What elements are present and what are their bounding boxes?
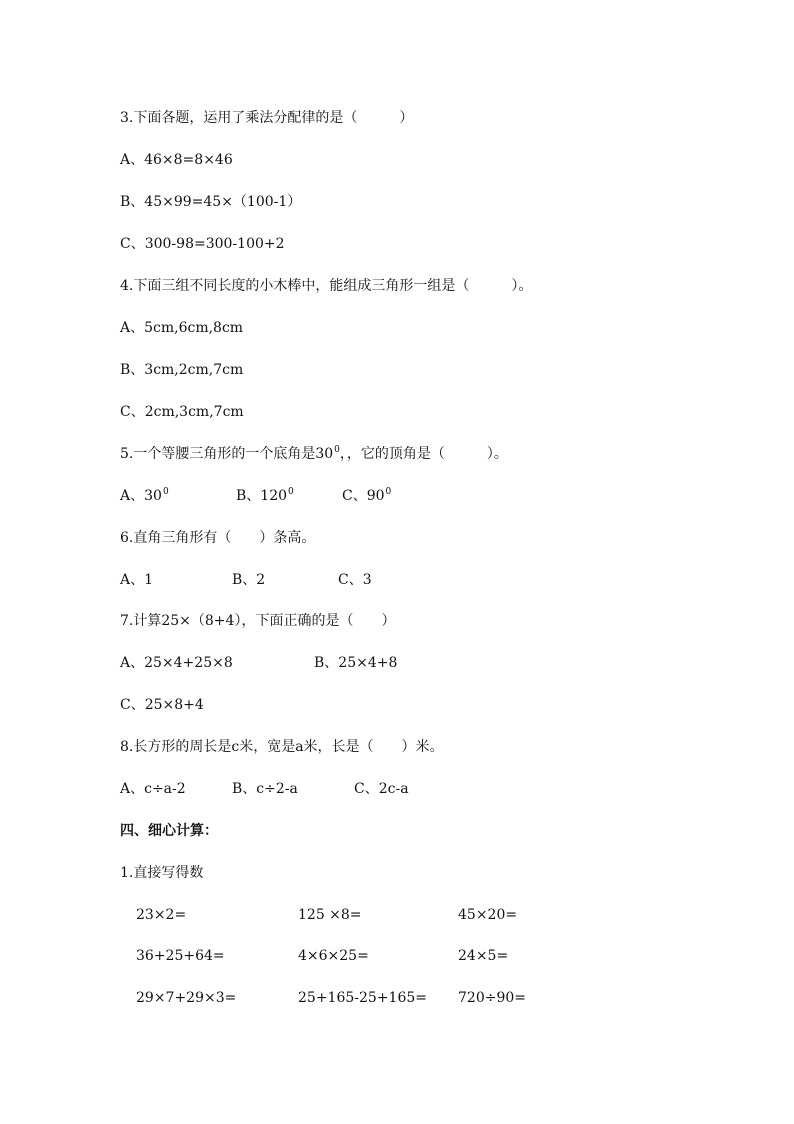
question-6-option-a: A、1 bbox=[120, 572, 154, 588]
question-3-option-c: C、300-98=300-100+2 bbox=[120, 236, 285, 252]
question-3-stem: 3.下面各题，运用了乘法分配律的是（ ） bbox=[120, 110, 414, 126]
question-3-option-b: B、45×99=45×（100-1） bbox=[120, 194, 302, 210]
calc-problem-3-2: 25+165-25+165= bbox=[298, 990, 427, 1006]
question-6-option-b: B、2 bbox=[232, 572, 266, 588]
question-7-stem: 7.计算25×（8+4），下面正确的是（ ） bbox=[120, 613, 396, 629]
calc-problem-3-1: 29×7+29×3= bbox=[136, 990, 237, 1006]
calc-problem-1-2: 125 ×8= bbox=[298, 907, 362, 923]
question-5-option-b-text: B、120 bbox=[236, 488, 288, 504]
calc-problem-2-1: 36+25+64= bbox=[136, 948, 225, 964]
question-4-option-c: C、2cm,3cm,7cm bbox=[120, 404, 244, 420]
question-4-stem: 4.下面三组不同长度的小木棒中，能组成三角形一组是（ ）。 bbox=[120, 278, 533, 294]
question-7-option-b: B、25×4+8 bbox=[314, 655, 398, 671]
question-8-option-c: C、2c-a bbox=[354, 781, 409, 797]
question-6-stem: 6.直角三角形有（ ）条高。 bbox=[120, 530, 316, 546]
question-5-option-a-text: A、30 bbox=[120, 488, 162, 504]
question-5-stem bbox=[120, 445, 508, 465]
section-4-heading: 四、细心计算： bbox=[120, 823, 218, 839]
question-3-option-a: A、46×8=8×46 bbox=[120, 152, 233, 168]
question-5-stem-rest: ，，它的顶角是（ ）。 bbox=[339, 446, 508, 462]
question-5-option-c-text: C、90 bbox=[342, 488, 385, 504]
question-5-option-a bbox=[120, 487, 169, 507]
calc-problem-1-3: 45×20= bbox=[458, 907, 518, 923]
question-5-option-b bbox=[236, 487, 294, 507]
degree-superscript: 0 bbox=[162, 487, 169, 497]
question-7-option-c: C、25×8+4 bbox=[120, 697, 204, 713]
question-6-option-c: C、3 bbox=[338, 572, 372, 588]
question-8-option-a: A、c÷a-2 bbox=[120, 781, 186, 797]
question-8-option-b: B、c÷2-a bbox=[232, 781, 298, 797]
question-5-option-c bbox=[342, 487, 391, 507]
degree-superscript: 0 bbox=[334, 445, 340, 455]
question-4-option-a: A、5cm,6cm,8cm bbox=[120, 320, 244, 336]
section-4-subheading: 1.直接写得数 bbox=[120, 865, 204, 881]
degree-superscript: 0 bbox=[288, 487, 294, 497]
calc-problem-1-1: 23×2= bbox=[136, 907, 187, 923]
calc-problem-3-3: 720÷90= bbox=[458, 990, 526, 1006]
question-5-stem-text: 5.一个等腰三角形的一个底角是30 bbox=[120, 446, 334, 462]
question-7-option-a: A、25×4+25×8 bbox=[120, 655, 233, 671]
question-4-option-b: B、3cm,2cm,7cm bbox=[120, 362, 244, 378]
calc-problem-2-2: 4×6×25= bbox=[298, 948, 369, 964]
calc-problem-2-3: 24×5= bbox=[458, 948, 509, 964]
degree-superscript: 0 bbox=[385, 487, 392, 497]
question-8-stem: 8.长方形的周长是c米，宽是a米，长是（ ）米。 bbox=[120, 739, 444, 755]
